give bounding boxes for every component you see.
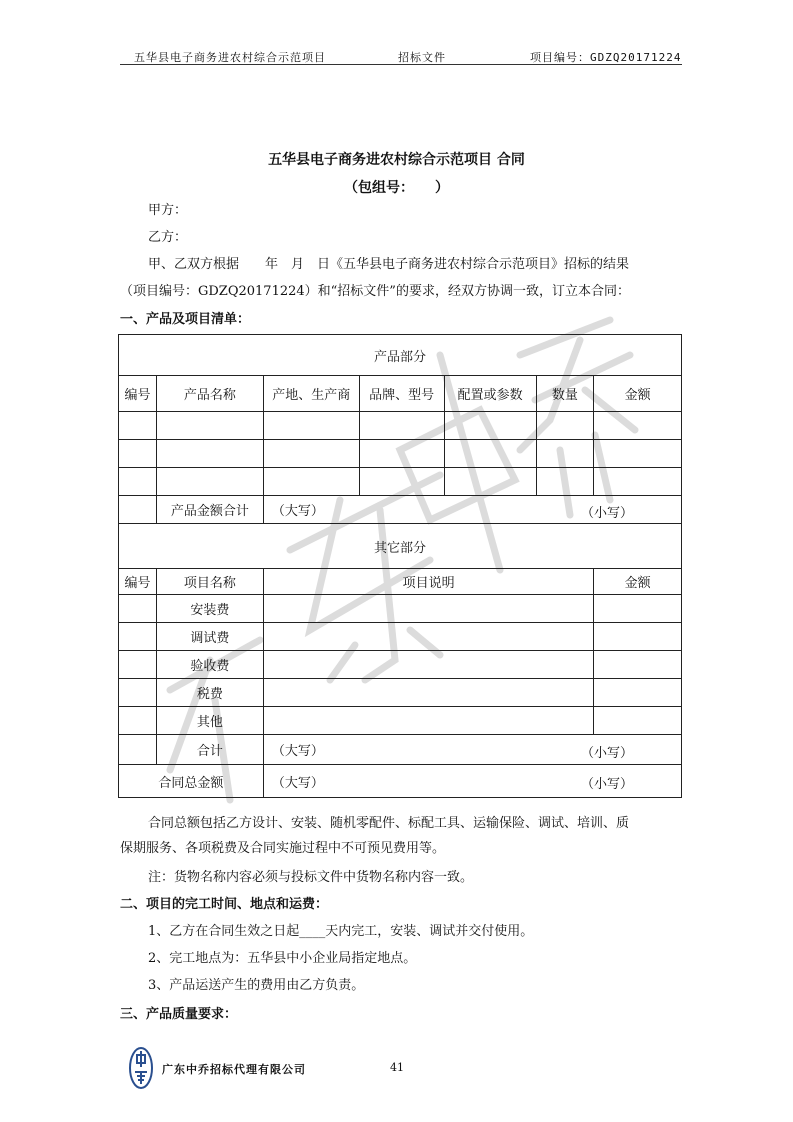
table-cell[interactable] xyxy=(119,595,157,623)
table-cell[interactable] xyxy=(263,707,594,735)
table-cell[interactable] xyxy=(444,440,536,468)
table-cell[interactable] xyxy=(359,412,444,440)
table-cell[interactable] xyxy=(156,440,263,468)
other-item-row xyxy=(119,679,682,707)
amount-upper-label: （大写） xyxy=(271,504,324,519)
section-1-heading: 一、产品及项目清单： xyxy=(120,312,251,327)
table-cell[interactable] xyxy=(359,440,444,468)
amount-lower-label: （小写） xyxy=(580,506,633,521)
product-total-row xyxy=(119,496,682,524)
other-item-row xyxy=(119,623,682,651)
freight-cost-item: 3、产品运送产生的费用由乙方负责。 xyxy=(148,978,365,993)
section-3-heading: 三、产品质量要求： xyxy=(120,1007,238,1022)
other-item-name: 其他 xyxy=(156,707,263,735)
table-cell[interactable] xyxy=(444,468,536,496)
grand-total-row xyxy=(119,765,682,798)
contract-items-table xyxy=(118,334,682,798)
table-cell[interactable] xyxy=(444,412,536,440)
amount-upper-label: （大写） xyxy=(271,744,324,759)
table-cell[interactable] xyxy=(156,468,263,496)
table-cell[interactable] xyxy=(263,412,359,440)
others-header-row xyxy=(119,569,682,595)
product-blank-row xyxy=(119,440,682,468)
other-item-name: 税费 xyxy=(156,679,263,707)
total-note-line-1: 合同总额包括乙方设计、安装、随机零配件、标配工具、运输保险、调试、培训、质 xyxy=(148,816,630,831)
table-cell[interactable] xyxy=(594,623,682,651)
others-heading-row xyxy=(119,524,682,569)
table-cell[interactable] xyxy=(536,412,594,440)
table-cell[interactable] xyxy=(156,412,263,440)
intro-line-2: （项目编号：GDZQ20171224）和“招标文件”的要求，经双方协调一致，订立本合同： xyxy=(120,284,630,299)
table-cell[interactable] xyxy=(594,707,682,735)
other-item-name: 调试费 xyxy=(156,623,263,651)
col-header: 数量 xyxy=(536,376,594,412)
other-item-name: 验收费 xyxy=(156,651,263,679)
amount-lower-label: （小写） xyxy=(580,777,633,792)
product-blank-row xyxy=(119,412,682,440)
others-heading: 其它部分 xyxy=(119,524,682,569)
table-cell[interactable] xyxy=(119,651,157,679)
grand-total-label: 合同总金额 xyxy=(119,765,264,798)
table-cell[interactable] xyxy=(594,412,682,440)
table-cell[interactable] xyxy=(263,468,359,496)
product-total-amount[interactable] xyxy=(263,496,681,524)
col-header: 产品名称 xyxy=(156,376,263,412)
table-cell[interactable] xyxy=(263,440,359,468)
header-project-number: 项目编号：GDZQ20171224 xyxy=(530,51,682,64)
table-cell[interactable] xyxy=(359,468,444,496)
subtotal-amount[interactable] xyxy=(263,735,681,765)
party-a-label: 甲方： xyxy=(148,203,188,218)
table-cell[interactable] xyxy=(263,651,594,679)
products-heading: 产品部分 xyxy=(119,335,682,376)
header-divider xyxy=(120,64,682,65)
col-header: 项目名称 xyxy=(156,569,263,595)
other-item-row xyxy=(119,595,682,623)
grand-total-amount[interactable] xyxy=(263,765,681,798)
col-header: 品牌、型号 xyxy=(359,376,444,412)
header-project-name: 五华县电子商务进农村综合示范项目 xyxy=(134,51,326,64)
table-cell[interactable] xyxy=(263,623,594,651)
contract-subtitle: （包组号： ） xyxy=(344,180,449,196)
table-cell[interactable] xyxy=(263,595,594,623)
subtotal-label: 合计 xyxy=(156,735,263,765)
product-total-label: 产品金额合计 xyxy=(156,496,263,524)
table-cell[interactable] xyxy=(594,595,682,623)
table-cell[interactable] xyxy=(119,679,157,707)
goods-name-note: 注：货物名称内容必须与投标文件中货物名称内容一致。 xyxy=(148,870,474,885)
col-header: 产地、生产商 xyxy=(263,376,359,412)
other-item-row xyxy=(119,707,682,735)
table-cell[interactable] xyxy=(119,468,157,496)
table-cell[interactable] xyxy=(594,679,682,707)
table-cell[interactable] xyxy=(594,651,682,679)
header-doc-type: 招标文件 xyxy=(398,51,446,64)
party-b-label: 乙方： xyxy=(148,230,188,245)
table-cell[interactable] xyxy=(119,412,157,440)
table-cell xyxy=(119,735,157,765)
footer-company-name: 广东中乔招标代理有限公司 xyxy=(162,1063,306,1076)
products-heading-row xyxy=(119,335,682,376)
completion-time-item: 1、乙方在合同生效之日起____天内完工，安装、调试并交付使用。 xyxy=(148,924,534,939)
product-blank-row xyxy=(119,468,682,496)
table-cell[interactable] xyxy=(119,707,157,735)
table-cell[interactable] xyxy=(536,440,594,468)
col-header: 编号 xyxy=(119,376,157,412)
contract-title: 五华县电子商务进农村综合示范项目 合同 xyxy=(268,152,525,168)
table-cell[interactable] xyxy=(119,623,157,651)
table-cell[interactable] xyxy=(594,468,682,496)
page-number: 41 xyxy=(390,1061,404,1074)
completion-location-item: 2、完工地点为：五华县中小企业局指定地点。 xyxy=(148,951,417,966)
intro-line-1: 甲、乙双方根据 年 月 日《五华县电子商务进农村综合示范项目》招标的结果 xyxy=(148,257,630,272)
amount-lower-label: （小写） xyxy=(580,746,633,761)
col-header: 编号 xyxy=(119,569,157,595)
table-cell[interactable] xyxy=(119,440,157,468)
col-header: 金额 xyxy=(594,376,682,412)
other-item-row xyxy=(119,651,682,679)
amount-upper-label: （大写） xyxy=(271,775,324,791)
company-logo xyxy=(128,1046,154,1090)
table-cell[interactable] xyxy=(263,679,594,707)
products-header-row xyxy=(119,376,682,412)
col-header: 金额 xyxy=(594,569,682,595)
total-note-line-2: 保期服务、各项税费及合同实施过程中不可预见费用等。 xyxy=(120,841,446,856)
table-cell xyxy=(119,496,157,524)
col-header: 配置或参数 xyxy=(444,376,536,412)
section-2-heading: 二、项目的完工时间、地点和运费： xyxy=(120,897,329,912)
table-cell[interactable] xyxy=(536,468,594,496)
others-subtotal-row xyxy=(119,735,682,765)
table-cell[interactable] xyxy=(594,440,682,468)
other-item-name: 安装费 xyxy=(156,595,263,623)
col-header: 项目说明 xyxy=(263,569,594,595)
